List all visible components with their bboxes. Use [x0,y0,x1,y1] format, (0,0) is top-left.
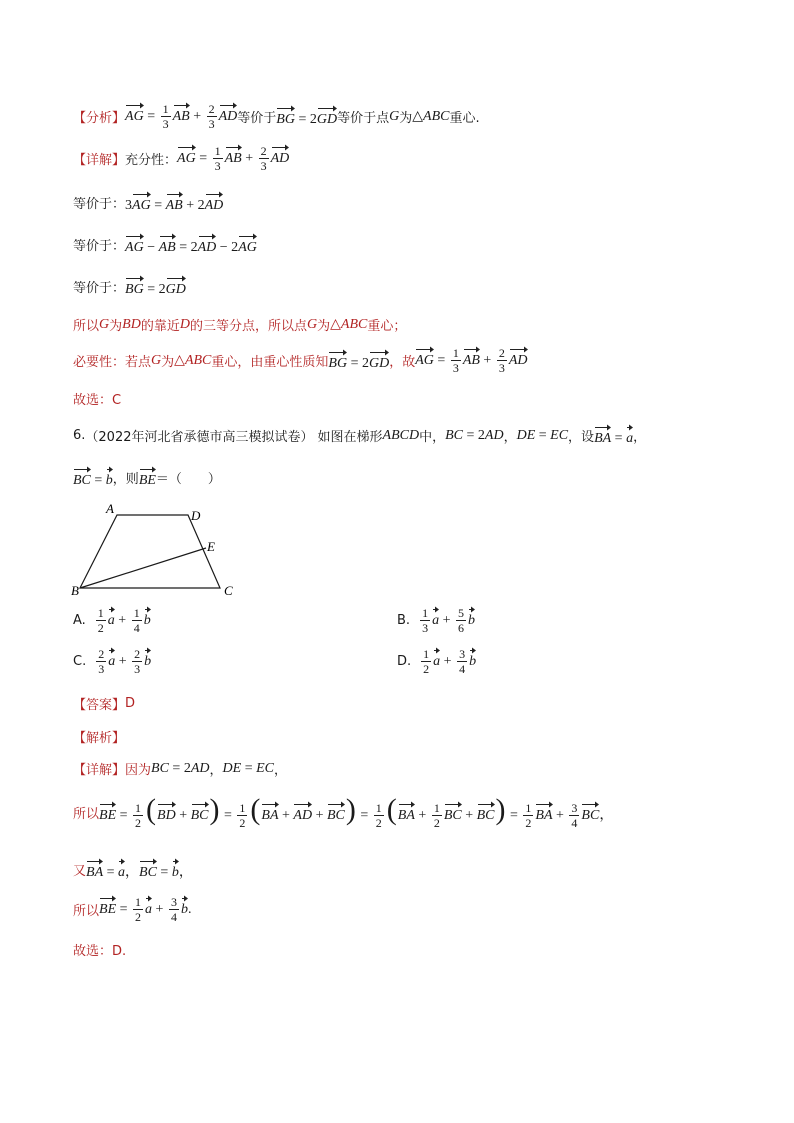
text-equiv-prefix: 等价于： [73,197,126,212]
q5-step-1 [73,191,223,214]
formula-3ag: 3AG = AB + 2AD [125,191,223,214]
triangle-abc: △ABC [412,109,450,125]
text-then: ，则 [112,472,139,487]
option-label: C. [73,654,87,670]
text-centroid-property: 重心，由重心性质知 [211,355,329,371]
text-wei: 为 [161,355,175,371]
formula-ag-ab: AG − AB = 2AD − 2AG [125,233,257,256]
formula-bg: BG = 2GD [276,105,337,128]
q6-stem-line-1: 6. （2022年河北省承德市高三模拟试卷） 如图在梯形 ABCD 中， BC = 2AD ， DE = EC ，设 BA = a ， [73,424,646,447]
option-label: B. [397,613,411,629]
text-so: 所以 [73,904,100,920]
text-equiv-point: 等价于点 [337,111,390,127]
text-wei: 为 [109,319,123,334]
text-wei: 为 [317,319,331,334]
q5-step-2 [73,233,257,256]
trapezoid-shape [80,515,220,588]
formula-ag-2: AG = $\frac{1}{3}$ AB + $\frac{2}{3}$ AD [177,144,290,174]
detail-tag: 【详解】 [73,153,126,169]
q5-conclusion: 所以 G 为 BD 的靠近 D 的三等分点，所以点 G 为 △ABC 重心； [73,316,407,334]
text-equiv: 等价于 [237,111,277,127]
detail-tag: 【详解】 [73,763,126,778]
text-so: 所以 [73,319,100,334]
option-a[interactable]: A. $\frac{1}{2}$ a + $\frac{1}{4}$ b [73,606,151,636]
text-trisection: 的三等分点，所以点 [189,319,307,334]
text-centroid: 重心. [449,111,480,127]
text-equiv-prefix: 等价于： [73,281,126,296]
trapezoid-figure [70,498,240,603]
analysis-tag: 【分析】 [73,111,126,127]
text-in: 中， [419,430,446,445]
label-e: E [207,539,215,554]
text-let: ，设 [568,430,595,445]
q6-derivation: 所以 BE = $\frac{1}{2}$ (BD + BC) = $\frac{1}{2}$ (BA + AD + BC) = $\frac{1}{2}$ (BA + $\frac{1}{2}$ BC + BC) = $\frac{1}{2}$ BA + $\frac{3}{4}$ BC， [73,793,614,831]
q6-stem-line-2: BC = b ，则 BE ＝（ ） [73,466,221,489]
answer-value: D [125,696,136,711]
question-source: （2022年河北省承德市高三模拟试卷） [85,430,314,445]
answer-tag: 【答案】 [73,698,126,713]
answer-blank: ＝（ ） [155,472,221,487]
label-b: B [71,583,79,598]
q5-step-3 [73,275,186,298]
option-d[interactable]: D. $\frac{1}{2}$ a + $\frac{3}{4}$ b [397,647,477,677]
formula-bg-2gd: BG = 2GD [125,275,186,298]
q5-analysis-line: 【分析】 AG = $\frac{1}{3}$ AB + $\frac{2}{3}$ AD 等价于 BG = 2GD 等价于点 G 为 △ABC 重心. [73,102,480,132]
text-sufficiency: 充分性： [125,153,178,169]
label-a: A [106,501,114,516]
text-necessity: 必要性：若点 [73,355,152,371]
label-d: D [191,508,201,523]
text-trapezoid: 如图在梯形 [317,430,383,445]
text-so: 所以 [73,807,100,823]
q5-choice: 故选：C [73,393,122,408]
text-wei: 为 [399,111,413,127]
q6-answer [73,694,135,713]
segment-be [80,548,206,588]
q6-also-line: 又 BA = a，BC = b， [73,858,193,881]
q6-detail-line: 【详解】 因为 BC = 2AD ， DE = EC ， [73,760,287,778]
q6-final-line: 所以 BE = $\frac{1}{2}$ a + $\frac{3}{4}$ b. [73,895,192,925]
q6-analysis-tag: 【解析】 [73,731,126,746]
text-hence: ，故 [389,355,416,371]
q6-choice: 故选：D. [73,944,127,959]
text-equiv-prefix: 等价于： [73,239,126,254]
text-near: 的靠近 [140,319,180,334]
text-because: 因为 [125,763,152,778]
text-also: 又 [73,864,87,879]
formula-ag: AG = $\frac{1}{3}$ AB + $\frac{2}{3}$ AD [125,102,238,132]
q5-necessity: 必要性：若点 G 为 △ABC 重心，由重心性质知 BG = 2GD ，故 AG = $\frac{1}{3}$ AB + $\frac{2}{3}$ AD [73,346,528,376]
q5-detail-line [73,144,289,173]
text-centroid: 重心； [367,319,407,334]
option-label: A. [73,613,86,629]
option-label: D. [397,654,412,670]
option-c[interactable]: C. $\frac{2}{3}$ a + $\frac{2}{3}$ b [73,647,152,677]
question-number: 6. [73,428,86,443]
option-b[interactable]: B. $\frac{1}{3}$ a + $\frac{5}{6}$ b [397,606,475,636]
label-c: C [224,583,233,598]
